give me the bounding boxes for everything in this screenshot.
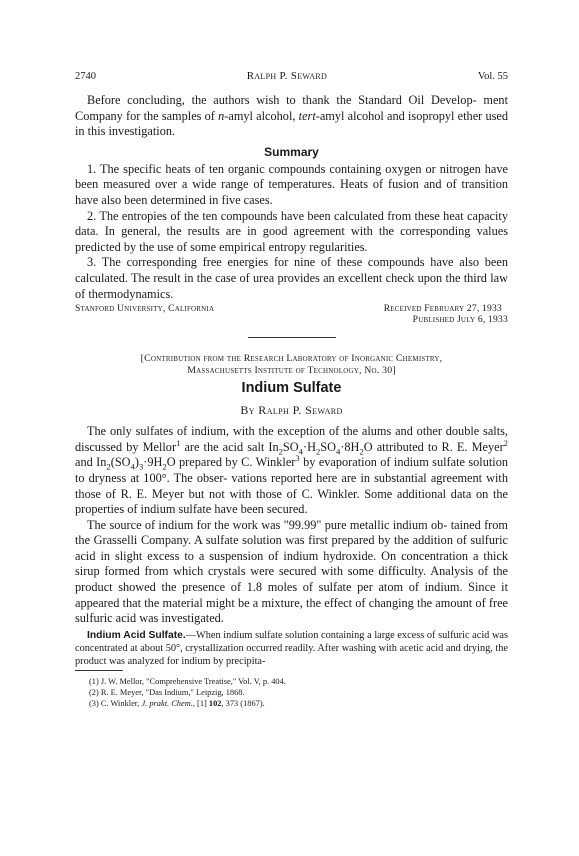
institution: Stanford University, California: [75, 303, 215, 315]
journal-page: [75, 70, 508, 709]
acid-sulfate-paragraph: Indium Acid Sulfate.—When indium sulfate solution containing a large excess of sulfuric acid was concentrated at about 50°, crystallization occurred readily. After washing with acetic acid and drying, the product was analyzed for indium by precipita-: [75, 629, 508, 667]
runin-heading: Indium Acid Sulfate.: [87, 629, 186, 641]
summary-item: 2. The entropies of the ten compounds have been calculated from these heat capacity data. In general, the results are in good agreement with the corresponding values predicted by the use of some empirical entropy regularities.: [75, 208, 508, 254]
source-paragraph: The source of indium for the work was "99.99" pure metallic indium ob- tained from the Grasselli Company. A sulfate solution was first prepared by the addition of sulfuric acid in slight excess to a suspension of indium hydroxide. On concentration a thick sirup formed from which crystals were secured with some difficulty. Analysis of the product showed the presence of 1.8 moles of sulfate per atom of indium. Since it appeared that the material might be a mixture, the effect of changing the amount of free sulfuric acid was investigated.: [75, 517, 508, 626]
running-head: Ralph P. Seward: [246, 70, 328, 82]
footnote-2: (2) R. E. Meyer, "Das Indium," Leipzig, 1868.: [89, 687, 245, 697]
received-date: Received February 27, 1933: [383, 303, 502, 315]
contribution-note: [Contribution from the Research Laboratory of Inorganic Chemistry, Massachusetts Institute of Technology, No. 30]: [140, 353, 443, 377]
summary-item: 3. The corresponding free energies for nine of these compounds have also been calculated. The result in the case of urea provides an excellent check upon the third law of thermodynamics.: [75, 255, 508, 301]
summary-heading: Summary: [264, 144, 319, 159]
footnote-ref: 2: [503, 437, 508, 448]
affiliation-block: [75, 303, 508, 325]
footnote-3: (3) C. Winkler, J. prakt. Chem., [1] 102, 373 (1867).: [89, 698, 265, 708]
section-divider: [248, 337, 336, 338]
article-title: Indium Sulfate: [241, 380, 342, 397]
article-byline: By Ralph P. Seward: [240, 403, 343, 418]
footnote-1: (1) J. W. Mellor, "Comprehensive Treatise," Vol. V, p. 404.: [89, 676, 286, 686]
acknowledgment-paragraph: Before concluding, the authors wish to thank the Standard Oil Develop- ment Company for the samples of n-amyl alcohol, tert-amyl alcohol and isopropyl ether used in this investigation.: [75, 93, 508, 139]
summary-item: 1. The specific heats of ten organic compounds containing oxygen or nitrogen have been measured over a wide range of temperatures. Heats of fusion and of transition have also been determined in five cases.: [75, 161, 508, 207]
footnote-ref: 3: [295, 453, 300, 464]
intro-paragraph: The only sulfates of indium, with the exception of the alums and other double salts, discussed by Mellor$^1$ are the acid salt $In_2SO_4\cdot H_2SO_4\cdot 8H_2O$ attributed to R. E. Meyer$^2$ and $In_2(SO_4)_3\cdot 9H_2O$ prepared by C. Winkler$^3$ by evaporation of indium sulfate solution to dryness at 100°. The obser- vations reported here are in substantial agreement with those of R. E. Meyer but not with those of C. Winkler. Some additional data on the properties of indium sulfate have been secured.: [75, 424, 508, 517]
volume-number: Vol. 55: [477, 71, 508, 82]
footnote-divider: [75, 670, 123, 671]
footnotes: [75, 676, 508, 709]
page-header: [75, 70, 508, 83]
footnote-ref: 1: [176, 437, 181, 448]
page-number: 2740: [75, 71, 96, 82]
published-date: Published July 6, 1933: [412, 314, 508, 326]
